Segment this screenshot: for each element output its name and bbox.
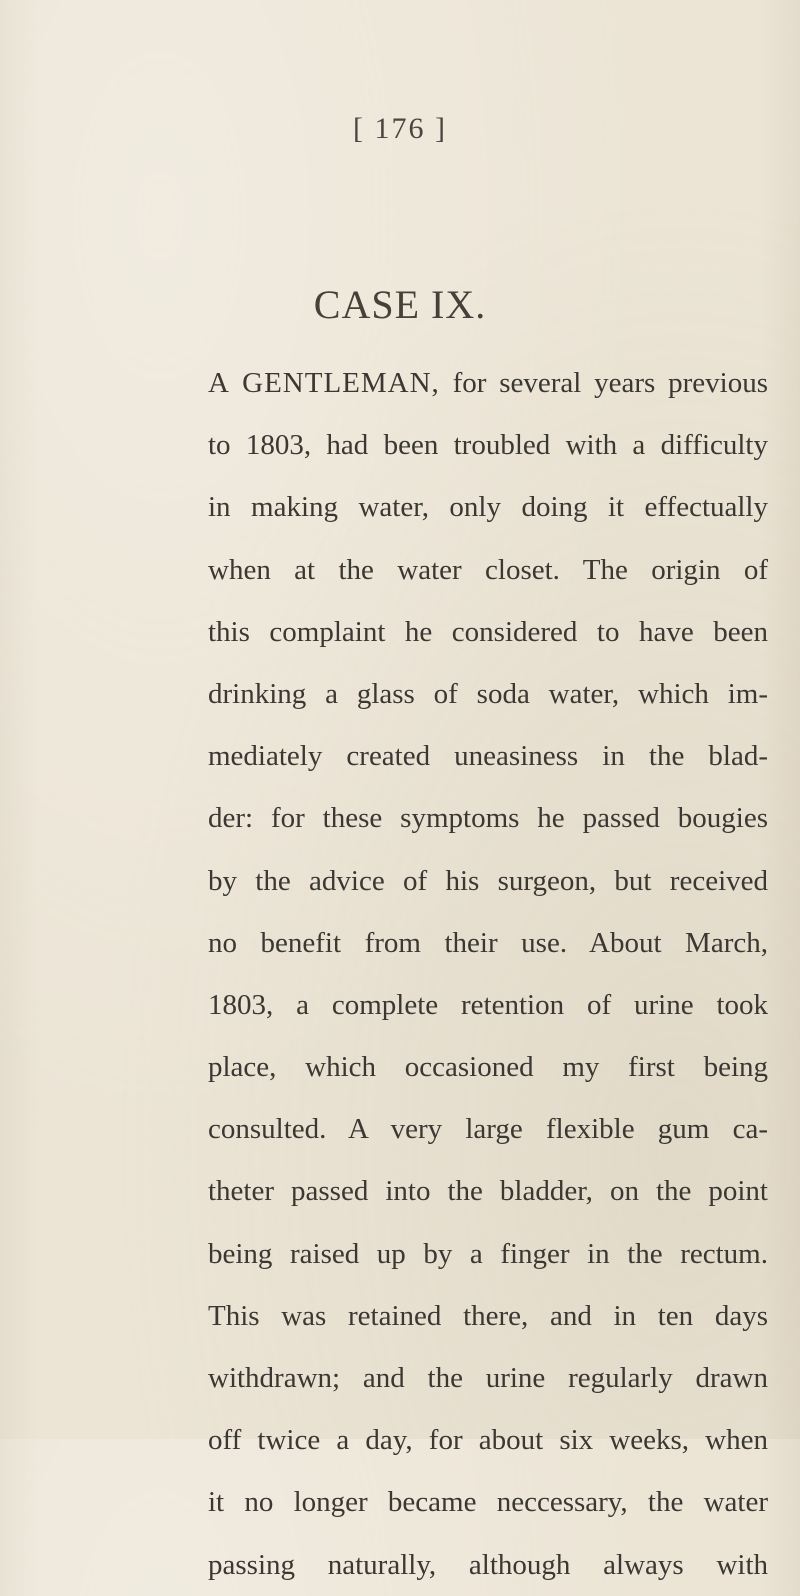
- text-line-3: in making water, only doing it effectually: [208, 491, 768, 524]
- text-line-18: off twice a day, for about six weeks, when: [208, 1424, 768, 1457]
- body-paragraph: [208, 352, 768, 1596]
- text-line-10: no benefit from their use. About March,: [208, 926, 768, 959]
- text-line-19: it no longer became neccessary, the water: [208, 1486, 768, 1519]
- opening-words: A GENTLEMAN,: [208, 367, 440, 399]
- page-number: [ 176 ]: [353, 112, 447, 145]
- text-line-13: consulted. A very large flexible gum ca-: [208, 1113, 768, 1146]
- text-line-12: place, which occasioned my first being: [208, 1051, 768, 1084]
- text-line-5: this complaint he considered to have been: [208, 615, 768, 648]
- text-line-15: being raised up by a finger in the rectum.: [208, 1237, 768, 1270]
- text-line-6: drinking a glass of soda water, which im-: [208, 677, 768, 710]
- text-line-4: when at the water closet. The origin of: [208, 553, 768, 586]
- text-line-2: to 1803, had been troubled with a difficulty: [208, 429, 768, 462]
- text-line-17: withdrawn; and the urine regularly drawn: [208, 1362, 768, 1394]
- text-line-11: 1803, a complete retention of urine took: [208, 988, 768, 1021]
- text-line-16: This was retained there, and in ten days: [208, 1299, 768, 1332]
- text-line-7: mediately created uneasiness in the blad-: [208, 740, 768, 773]
- case-heading: CASE IX.: [313, 282, 487, 327]
- line-1-rest: for several years previous: [452, 367, 768, 399]
- text-line-8: der: for these symptoms he passed bougies: [208, 802, 768, 835]
- text-line-1: [208, 352, 768, 414]
- text-line-9: by the advice of his surgeon, but received: [208, 864, 768, 897]
- text-line-14: theter passed into the bladder, on the point: [208, 1175, 768, 1208]
- text-line-20: passing naturally, although always with: [208, 1548, 768, 1581]
